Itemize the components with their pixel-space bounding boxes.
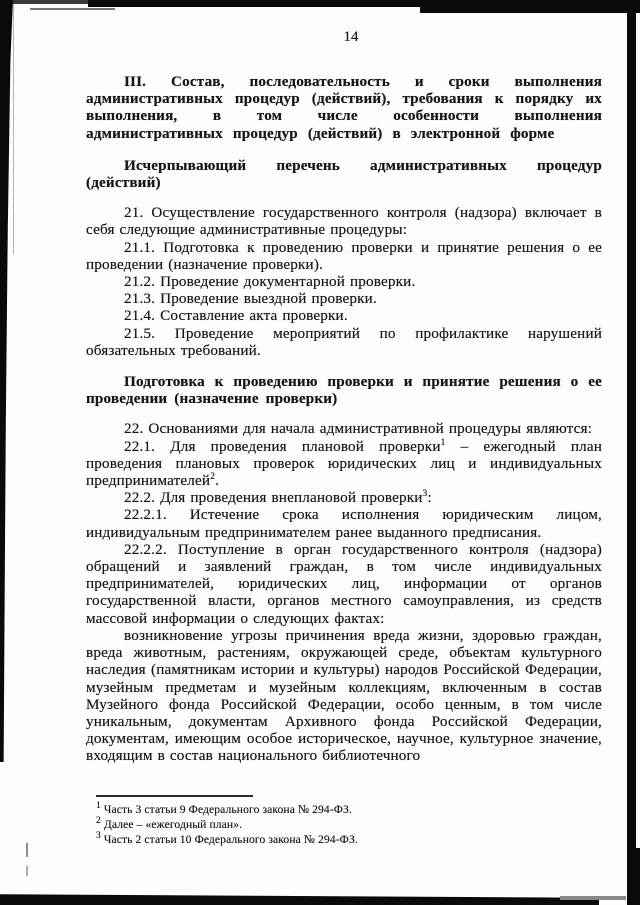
footnote-marker: 3	[96, 831, 101, 842]
paragraph-text: 21.4. Составление акта проверки.	[124, 307, 348, 325]
paragraph-text: 21.3. Проведение выездной проверки.	[124, 290, 377, 308]
document-title	[86, 73, 602, 142]
footnote-ref: 2	[210, 472, 216, 482]
paragraph-text: 21.5. Проведение мероприятий по профилактике нарушений обязательных требований.	[86, 324, 602, 359]
footnote-ref: 3	[422, 489, 428, 500]
footnotes	[96, 802, 602, 848]
paragraph	[86, 204, 602, 238]
scan-artifact	[30, 8, 115, 10]
document-body	[86, 73, 602, 765]
paragraph	[86, 325, 602, 359]
paragraph-text: :	[427, 489, 432, 507]
footnote-rule	[96, 795, 253, 797]
section-heading	[86, 373, 602, 407]
scan-border-right	[627, 0, 636, 905]
paragraph-text: возникновение угрозы причинения вреда жизни, здоровью граждан, вреда животным, растениям, окружающей среде, объектам культурного наследия (памятникам истории и культуры) народов Российской Федерации, музейным предметам и музейным коллекциям, включенным в состав Музейного фонда Российской Федерации, особо ценным, в том числе уникальным, документам Архивного фонда Российской Федерации, документам, имеющим особое историческое, научное, культурное значение, входящим в состав национального библиотечного	[86, 626, 602, 765]
paragraph	[86, 290, 602, 307]
footnote	[96, 817, 602, 832]
footnote	[96, 832, 602, 847]
paragraph	[86, 489, 602, 506]
paragraph-text: 21.2. Проведение документарной проверки.	[124, 273, 416, 291]
footnote-text: Часть 3 статьи 9 Федерального закона № 294-ФЗ.	[100, 803, 352, 816]
footnote-text: Часть 2 статьи 10 Федерального закона № 294-ФЗ.	[100, 833, 358, 847]
scan-mark	[26, 866, 28, 876]
footnote-ref: 1	[440, 437, 446, 448]
paragraph-text: 22. Основаниями для начала административной процедуры являются:	[124, 420, 593, 438]
section-heading	[86, 157, 602, 191]
footnote-text: Далее – «ежегодный план».	[100, 818, 243, 832]
footnote-area	[96, 795, 602, 848]
document-content	[86, 28, 602, 765]
scan-border-left	[0, 0, 13, 762]
paragraph-text: 22.2. Для проведения внеплановой проверки	[124, 489, 423, 507]
scan-artifact	[13, 4, 14, 254]
footnote	[96, 802, 602, 817]
paragraph-text: III. Состав, последовательность и сроки выполнения административных процедур (действий), требования к порядку их выполнения, в том числе особенности выполнения административных процедур (действий) в электронной форме	[86, 73, 602, 142]
paragraph-text: 21. Осуществление государственного контроля (надзора) включает в себя следующие административные процедуры:	[86, 204, 602, 239]
paragraph	[86, 541, 602, 627]
paragraph-text: – ежегодный план проведения плановых проверок юридических лиц и индивидуальных предпринимателей	[86, 437, 602, 490]
scan-border-bottom	[0, 893, 599, 905]
page-number: 14	[343, 29, 359, 45]
paragraph	[86, 239, 602, 273]
scan-border-right	[636, 848, 640, 905]
paragraph-text: 21.1. Подготовка к проведению проверки и принятие решения о ее проведении (назначение проверки).	[86, 238, 602, 273]
paragraph	[86, 438, 602, 490]
footnote-marker: 2	[96, 816, 101, 827]
paragraph-text: .	[215, 472, 220, 490]
paragraph	[86, 273, 602, 290]
scan-border-bottom	[560, 896, 626, 900]
footnote-marker: 1	[96, 801, 101, 812]
paragraph-text: 22.2.2. Поступление в орган государственного контроля (надзора) обращений и заявлений граждан, в том числе индивидуальных предпринимателей, юридических лиц, информации от органов государственной власти, органов местного самоуправления, из средств массовой информации о следующих фактах:	[86, 540, 602, 627]
paragraph	[86, 506, 602, 540]
paragraph	[86, 420, 602, 437]
paragraph-text: 22.2.1. Истечение срока исполнения юридическим лицом, индивидуальным предпринимателем ранее выданного предписания.	[86, 506, 602, 541]
scan-mark	[26, 843, 28, 857]
paragraph-text: Подготовка к проведению проверки и принятие решения о ее проведении (назначение проверки)	[86, 373, 602, 408]
paragraph	[86, 307, 602, 324]
paragraph-text: Исчерпывающий перечень административных процедур (действий)	[86, 156, 602, 192]
paragraph	[86, 627, 602, 765]
scan-border-top	[420, 0, 640, 13]
paragraph-text: 22.1. Для проведения плановой проверки	[124, 437, 441, 455]
